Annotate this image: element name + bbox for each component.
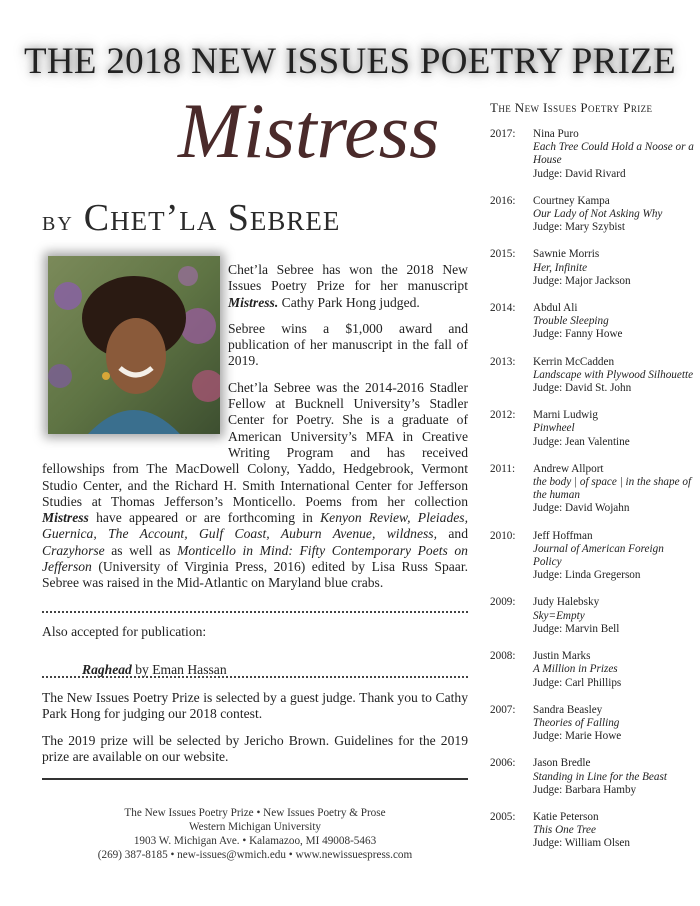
- winner-judge: Judge: David Wojahn: [533, 502, 630, 515]
- winner-book: Our Lady of Not Asking Why: [533, 208, 663, 221]
- winner-name: Judy Halebsky: [533, 596, 600, 609]
- byline-by: BY: [42, 213, 74, 235]
- winner-details: [533, 356, 695, 396]
- prize-info-paragraph-1: The New Issues Poetry Prize is selected by a guest judge. Thank you to Cathy Park Hong for judging our 2018 contest.: [42, 690, 468, 722]
- winner-book: Theories of Falling: [533, 716, 620, 729]
- winner-book: This One Tree: [533, 824, 596, 837]
- winner-year: 2009:: [490, 596, 516, 609]
- winner-judge: Judge: Carl Phillips: [533, 676, 622, 689]
- winner-entry: [490, 757, 695, 797]
- winner-details: [533, 128, 695, 181]
- winner-year: 2005:: [490, 810, 516, 823]
- prize-info: [42, 690, 468, 775]
- also-accepted-label: Also accepted for publication:: [42, 624, 207, 639]
- past-winners-sidebar: [490, 100, 695, 865]
- winner-name: Courtney Kampa: [533, 194, 610, 207]
- winner-entry: [490, 195, 695, 235]
- winner-year: 2014:: [490, 302, 516, 315]
- winner-entry: [490, 128, 695, 181]
- winner-book: Her, Infinite: [533, 261, 588, 274]
- winner-judge: Judge: William Olsen: [533, 837, 630, 850]
- winner-details: [533, 302, 695, 342]
- also-accepted-entry: Raghead by Eman Hassan: [82, 662, 227, 677]
- winner-judge: Judge: Jean Valentine: [533, 435, 630, 448]
- bio-paragraph-1: Chet’la Sebree has won the 2018 New Issues Poetry Prize for her manuscript Mistress. Cathy Park Hong judged.: [228, 262, 468, 310]
- book-title: Mistress: [178, 87, 440, 174]
- winner-judge: Judge: Mary Szybist: [533, 221, 625, 234]
- winner-details: [533, 195, 695, 235]
- winner-year: 2006:: [490, 757, 516, 770]
- footer: [42, 806, 468, 862]
- winner-judge: Judge: Marie Howe: [533, 730, 622, 743]
- winner-book: Standing in Line for the Beast: [533, 770, 667, 783]
- bio-paragraph-3: Chet’la Sebree was the 2014-2016 Stadler Fellow at Bucknell University’s Stadler Center for Poetry. She is a graduate of American University’s MFA in Creative Writing Program and has received fellowships from The MacDowell Colony, Yaddo, Hedgebrook, Vermont Studio Center, and the Richard H. Smith International Center for Jefferson Studies at Thomas Jefferson’s Monticello. Poems from her collection Mistress have appeared or are forthcoming in Kenyon Review, Pleiades, Guernica, The Account, Gulf Coast, Auburn Avenue, wildness, and Crazyhorse as well as Monticello in Mind: Fifty Contemporary Poets on Jefferson (University of Virginia Press, 2016) edited by Lisa Russ Spaar. Sebree was raised in the Mid-Atlantic on Maryland blue crabs.: [42, 379, 468, 591]
- winner-book: A Million in Prizes: [533, 663, 618, 676]
- winner-book: the body | of space | in the shape of the human: [533, 476, 692, 502]
- winner-details: [533, 596, 695, 636]
- winner-judge: Judge: Barbara Hamby: [533, 783, 637, 796]
- footer-line-3: 1903 W. Michigan Ave. • Kalamazoo, MI 49008-5463: [133, 835, 377, 847]
- winner-details: [533, 811, 695, 851]
- winner-name: Jason Bredle: [533, 757, 591, 770]
- winner-judge: Judge: David Rivard: [533, 167, 626, 180]
- winner-year: 2011:: [490, 462, 516, 475]
- winner-book: Sky=Empty: [533, 609, 585, 622]
- footer-line-1: The New Issues Poetry Prize • New Issues Poetry & Prose: [124, 807, 386, 819]
- winner-entry: [490, 650, 695, 690]
- winner-entry: [490, 463, 695, 516]
- winner-book: Pinwheel: [533, 422, 575, 435]
- winner-entry: [490, 596, 695, 636]
- winner-entry: [490, 811, 695, 851]
- winner-judge: Judge: Marvin Bell: [533, 622, 620, 635]
- author-name: Chet’la Sebree: [83, 197, 341, 239]
- bio-paragraph-2: Sebree wins a $1,000 award and publication of her manuscript in the fall of 2019.: [228, 320, 468, 369]
- winner-entry: [490, 302, 695, 342]
- winner-year: 2016:: [490, 194, 516, 207]
- prize-info-paragraph-2: The 2019 prize will be selected by Jericho Brown. Guidelines for the 2019 prize are available on our website.: [42, 732, 468, 764]
- also-accepted: [42, 624, 468, 678]
- winner-name: Nina Puro: [533, 128, 579, 140]
- winner-year: 2012:: [490, 409, 516, 422]
- solid-divider: [42, 778, 468, 780]
- winner-name: Kerrin McCadden: [533, 355, 615, 368]
- winner-entry: [490, 248, 695, 288]
- winner-name: Jeff Hoffman: [533, 529, 593, 542]
- winner-entry: [490, 356, 695, 396]
- winner-name: Sandra Beasley: [533, 703, 603, 716]
- winner-name: Katie Peterson: [533, 810, 599, 823]
- winner-name: Sawnie Morris: [533, 248, 600, 261]
- winner-year: 2013:: [490, 355, 516, 368]
- winner-book: Landscape with Plywood Silhouette: [533, 368, 694, 381]
- winner-entry: [490, 530, 695, 583]
- footer-line-4: (269) 387-8185 • new-issues@wmich.edu • www.newissuespress.com: [97, 849, 413, 861]
- winner-year: 2008:: [490, 650, 516, 663]
- winner-details: [533, 757, 695, 797]
- winner-judge: Judge: Major Jackson: [533, 274, 631, 287]
- winners-list: [490, 128, 695, 851]
- winner-details: [533, 704, 695, 744]
- winner-name: Andrew Allport: [533, 462, 604, 475]
- winner-name: Abdul Ali: [533, 302, 578, 315]
- byline: [42, 196, 340, 240]
- winner-judge: Judge: David St. John: [533, 382, 632, 395]
- bio-book-title: Mistress.: [228, 294, 279, 310]
- page-header: THE 2018 NEW ISSUES POETRY PRIZE: [24, 41, 676, 82]
- winner-entry: [490, 409, 695, 449]
- winner-details: [533, 530, 695, 583]
- winner-entry: [490, 704, 695, 744]
- winner-year: 2017:: [490, 128, 516, 140]
- dotted-divider-2: [42, 676, 468, 678]
- winner-details: [533, 463, 695, 516]
- winner-details: [533, 650, 695, 690]
- winner-year: 2015:: [490, 248, 516, 261]
- winner-year: 2010:: [490, 529, 516, 542]
- winner-judge: Judge: Fanny Howe: [533, 328, 623, 341]
- winner-details: [533, 248, 695, 288]
- winner-details: [533, 409, 695, 449]
- winner-name: Marni Ludwig: [533, 409, 598, 422]
- winner-judge: Judge: Linda Gregerson: [533, 569, 641, 582]
- winner-name: Justin Marks: [533, 650, 591, 663]
- footer-line-2: Western Michigan University: [188, 821, 322, 833]
- bio-text: [42, 262, 468, 602]
- winner-book: Each Tree Could Hold a Noose or a House: [533, 141, 694, 167]
- winner-book: Trouble Sleeping: [533, 315, 609, 328]
- winner-book: Journal of American Foreign Policy: [533, 542, 664, 569]
- sidebar-title: The New Issues Poetry Prize: [490, 100, 653, 115]
- dotted-divider-1: [42, 611, 468, 613]
- winner-year: 2007:: [490, 703, 516, 716]
